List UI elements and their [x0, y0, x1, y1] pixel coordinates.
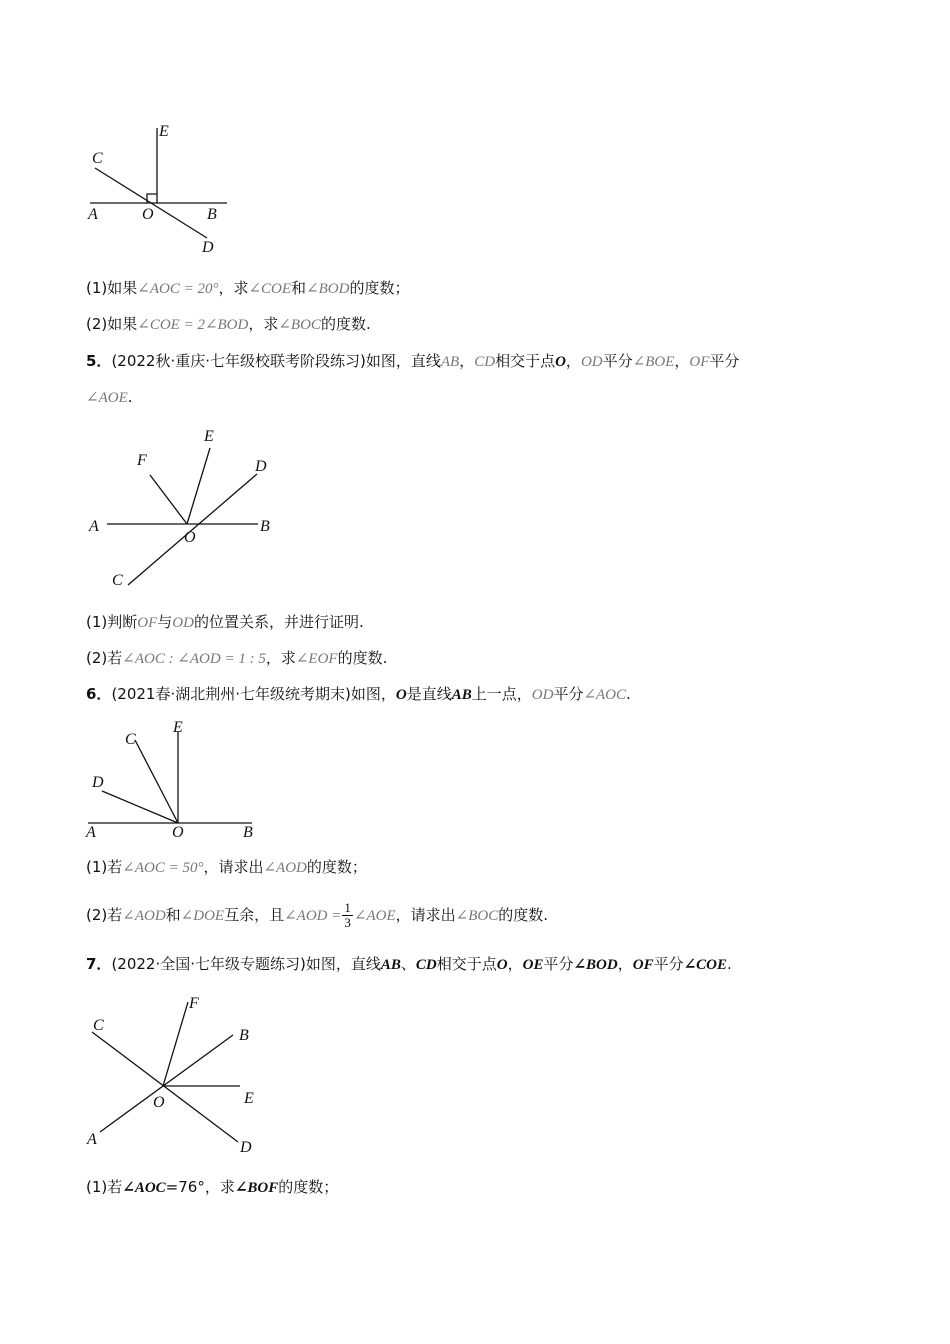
fraction-one-third: $\frac{1}{3}$ — [344, 900, 351, 930]
ray-od — [102, 791, 178, 823]
label-e: E — [244, 1090, 254, 1107]
label-d: D — [202, 239, 214, 256]
label-d: D — [255, 458, 267, 475]
q4-part2: (2)如果∠COE = 2∠BOD，求∠BOC的度数. — [86, 315, 371, 333]
ray-oc — [135, 740, 178, 823]
label-b: B — [239, 1027, 249, 1044]
ray-oe — [187, 448, 210, 524]
q5-stem: 5．(2022秋·重庆·七年级校联考阶段练习)如图，直线AB，CD相交于点O，OD平分∠BOE，OF平分 — [86, 352, 740, 370]
label-a: A — [86, 824, 96, 840]
ray-of — [150, 475, 187, 524]
label-c: C — [112, 572, 123, 589]
label-e: E — [159, 123, 169, 140]
label-o: O — [142, 206, 154, 223]
label-a: A — [87, 1131, 97, 1148]
label-b: B — [243, 824, 253, 840]
line-cd — [92, 1032, 238, 1142]
label-o: O — [184, 529, 196, 546]
label-a: A — [88, 206, 98, 223]
label-f: F — [137, 452, 147, 469]
label-d: D — [92, 774, 104, 791]
q6-part1: (1)若∠AOC = 50°，请求出∠AOD的度数； — [86, 858, 367, 876]
q5-stem-cont: ∠AOE. — [86, 388, 133, 406]
label-e: E — [204, 428, 214, 445]
label-c: C — [125, 731, 136, 748]
label-f: F — [189, 995, 199, 1012]
figure-2 — [80, 420, 290, 595]
q6-stem: 6．(2021春·湖北荆州·七年级统考期末)如图，O是直线AB上一点，OD平分∠AOC. — [86, 685, 631, 703]
label-b: B — [207, 206, 217, 223]
figure-4 — [80, 990, 280, 1165]
q5-part1: (1)判断OF与OD的位置关系，并进行证明. — [86, 613, 364, 631]
q6-part2: (2)若∠AOD和∠DOE互余，且∠AOD = $\frac{1}{3}$ ∠AOE，请求出∠BOC的度数. — [86, 900, 548, 930]
label-e: E — [173, 719, 183, 736]
label-c: C — [93, 1017, 104, 1034]
label-a: A — [89, 518, 99, 535]
line-ab — [100, 1035, 233, 1132]
label-o: O — [172, 824, 184, 840]
figure-3 — [80, 718, 265, 840]
q5-part2: (2)若∠AOC : ∠AOD = 1 : 5，求∠EOF的度数. — [86, 649, 388, 667]
label-d: D — [240, 1139, 252, 1156]
label-c: C — [92, 150, 103, 167]
q7-part1: (1)若∠AOC=76°，求∠BOF的度数； — [86, 1178, 339, 1196]
ray-of — [163, 1002, 188, 1086]
q7-stem: 7．(2022·全国·七年级专题练习)如图，直线AB、CD相交于点O，OE平分∠BOD，OF平分∠COE. — [86, 955, 732, 973]
label-b: B — [260, 518, 270, 535]
label-o: O — [153, 1094, 165, 1111]
q4-part1: (1)如果∠AOC = 20°，求∠COE和∠BOD的度数； — [86, 279, 410, 297]
figure-1 — [80, 118, 240, 263]
